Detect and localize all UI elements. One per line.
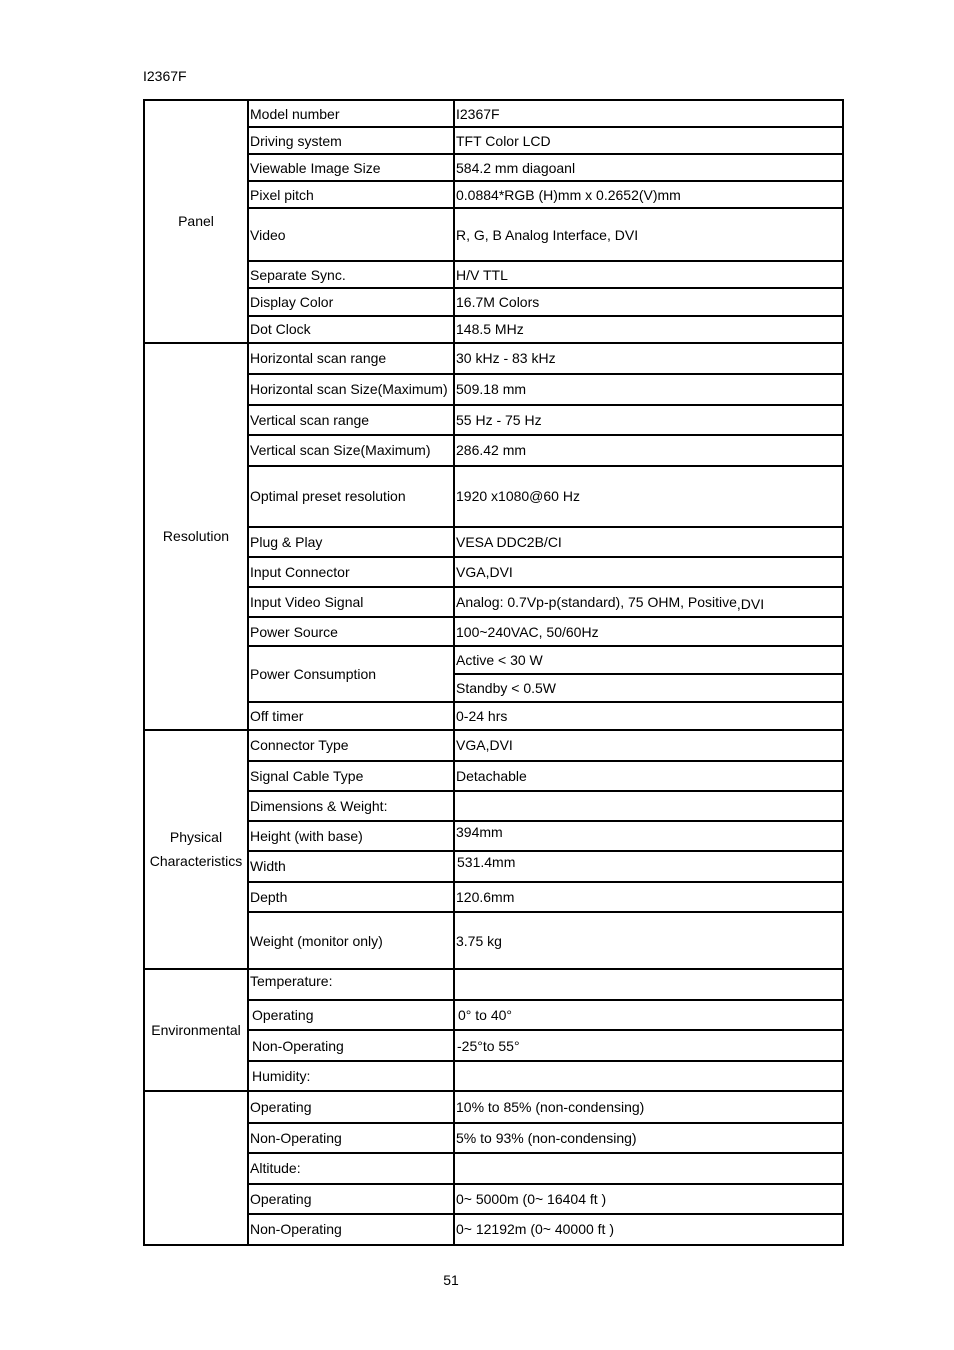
spec-label: Power Source <box>248 617 454 646</box>
spec-label: Input Connector <box>248 557 454 587</box>
table-row <box>144 1091 843 1122</box>
spec-label: Dot Clock <box>248 316 454 343</box>
spec-value: Detachable <box>454 761 843 791</box>
spec-label: Dimensions & Weight: <box>248 791 454 821</box>
table-row <box>144 405 843 435</box>
spec-value: 16.7M Colors <box>454 288 843 315</box>
spec-value: VESA DDC2B/CI <box>454 527 843 557</box>
spec-label: Off timer <box>248 702 454 729</box>
category-resolution: Resolution <box>144 343 248 730</box>
category-blank <box>144 1091 248 1245</box>
table-row <box>144 127 843 154</box>
spec-label: Display Color <box>248 288 454 315</box>
spec-label: Input Video Signal <box>248 587 454 617</box>
spec-value-main: Analog: 0.7Vp-p(standard), 75 OHM, Positive <box>456 594 737 611</box>
page-number: 51 <box>443 1272 459 1288</box>
spec-label: Vertical scan range <box>248 405 454 435</box>
spec-label: Viewable Image Size <box>248 154 454 181</box>
table-row <box>144 791 843 821</box>
spec-label: Non-Operating <box>248 1214 454 1245</box>
table-row <box>144 154 843 181</box>
spec-label: Non-Operating <box>248 1030 454 1061</box>
spec-value: 509.18 mm <box>454 374 843 405</box>
spec-label: Signal Cable Type <box>248 761 454 791</box>
spec-label: Altitude: <box>248 1153 454 1184</box>
table-row <box>144 702 843 729</box>
table-row <box>144 1061 843 1091</box>
table-row <box>144 374 843 405</box>
table-row <box>144 1214 843 1245</box>
spec-label: Separate Sync. <box>248 261 454 288</box>
table-row <box>144 730 843 761</box>
spec-value: I2367F <box>454 100 843 127</box>
table-row <box>144 557 843 587</box>
table-row <box>144 466 843 527</box>
spec-label: Weight (monitor only) <box>248 912 454 969</box>
table-row <box>144 617 843 646</box>
spec-value: 30 kHz - 83 kHz <box>454 343 843 374</box>
spec-value <box>454 969 843 1000</box>
spec-value: 3.75 kg <box>454 912 843 969</box>
table-row <box>144 1000 843 1030</box>
table-row <box>144 208 843 261</box>
spec-value: R, G, B Analog Interface, DVI <box>454 208 843 261</box>
spec-label: Vertical scan Size(Maximum) <box>248 435 454 466</box>
spec-value: VGA,DVI <box>454 557 843 587</box>
spec-value <box>454 791 843 821</box>
table-row <box>144 1030 843 1061</box>
spec-value: 531.4mm <box>454 851 843 882</box>
category-line: Physical <box>169 829 223 846</box>
spec-value: 10% to 85% (non-condensing) <box>454 1091 843 1122</box>
spec-label: Connector Type <box>248 730 454 761</box>
spec-label: Horizontal scan range <box>248 343 454 374</box>
table-row <box>144 1123 843 1153</box>
spec-value: 0~ 12192m (0~ 40000 ft ) <box>454 1214 843 1245</box>
spec-value <box>454 1153 843 1184</box>
spec-label: Height (with base) <box>248 821 454 851</box>
spec-label: Operating <box>248 1000 454 1030</box>
table-row <box>144 100 843 127</box>
spec-value: -25°to 55° <box>454 1030 843 1061</box>
spec-value: 120.6mm <box>454 882 843 912</box>
table-row <box>144 1153 843 1184</box>
spec-value: 100~240VAC, 50/60Hz <box>454 617 843 646</box>
table-row <box>144 1184 843 1214</box>
spec-label: Power Consumption <box>248 646 454 702</box>
category-panel: Panel <box>144 100 248 343</box>
table-row <box>144 435 843 466</box>
spec-label: Depth <box>248 882 454 912</box>
table-row <box>144 912 843 969</box>
table-row <box>144 261 843 288</box>
specifications-table <box>143 99 844 1246</box>
spec-value: Standby < 0.5W <box>454 674 843 702</box>
spec-value: 5% to 93% (non-condensing) <box>454 1123 843 1153</box>
table-row <box>144 851 843 882</box>
spec-label: Temperature: <box>248 969 454 1000</box>
spec-value-suffix: ,DVI <box>736 596 765 613</box>
table-row <box>144 587 843 617</box>
spec-value: Active < 30 W <box>454 646 843 674</box>
table-row <box>144 288 843 315</box>
table-row <box>144 343 843 374</box>
spec-label: Driving system <box>248 127 454 154</box>
document-header-model: I2367F <box>143 68 187 84</box>
spec-value <box>454 587 843 617</box>
spec-label: Non-Operating <box>248 1123 454 1153</box>
table-row <box>144 969 843 1000</box>
table-row <box>144 646 843 674</box>
spec-label: Plug & Play <box>248 527 454 557</box>
spec-value: 286.42 mm <box>454 435 843 466</box>
spec-value: 148.5 MHz <box>454 316 843 343</box>
category-line: Characteristics <box>149 853 243 870</box>
table-row <box>144 761 843 791</box>
table-row <box>144 821 843 851</box>
spec-label: Pixel pitch <box>248 181 454 208</box>
category-environmental: Environmental <box>144 969 248 1091</box>
spec-label: Operating <box>248 1184 454 1214</box>
spec-value <box>454 1061 843 1091</box>
table-row <box>144 316 843 343</box>
spec-value: TFT Color LCD <box>454 127 843 154</box>
spec-value: 0.0884*RGB (H)mm x 0.2652(V)mm <box>454 181 843 208</box>
spec-value: VGA,DVI <box>454 730 843 761</box>
table-row <box>144 181 843 208</box>
spec-label: Humidity: <box>248 1061 454 1091</box>
spec-value: H/V TTL <box>454 261 843 288</box>
spec-value: 0-24 hrs <box>454 702 843 729</box>
table-row <box>144 527 843 557</box>
category-physical-characteristics <box>144 730 248 970</box>
spec-value: 0~ 5000m (0~ 16404 ft ) <box>454 1184 843 1214</box>
spec-value: 584.2 mm diagoanl <box>454 154 843 181</box>
spec-label: Operating <box>248 1091 454 1122</box>
spec-value: 1920 x1080@60 Hz <box>454 466 843 527</box>
spec-label: Model number <box>248 100 454 127</box>
spec-label: Video <box>248 208 454 261</box>
spec-label: Horizontal scan Size(Maximum) <box>248 374 454 405</box>
spec-value: 55 Hz - 75 Hz <box>454 405 843 435</box>
spec-value: 394mm <box>454 821 843 851</box>
table-row <box>144 882 843 912</box>
spec-value: 0° to 40° <box>454 1000 843 1030</box>
spec-label: Width <box>248 851 454 882</box>
spec-label: Optimal preset resolution <box>248 466 454 527</box>
